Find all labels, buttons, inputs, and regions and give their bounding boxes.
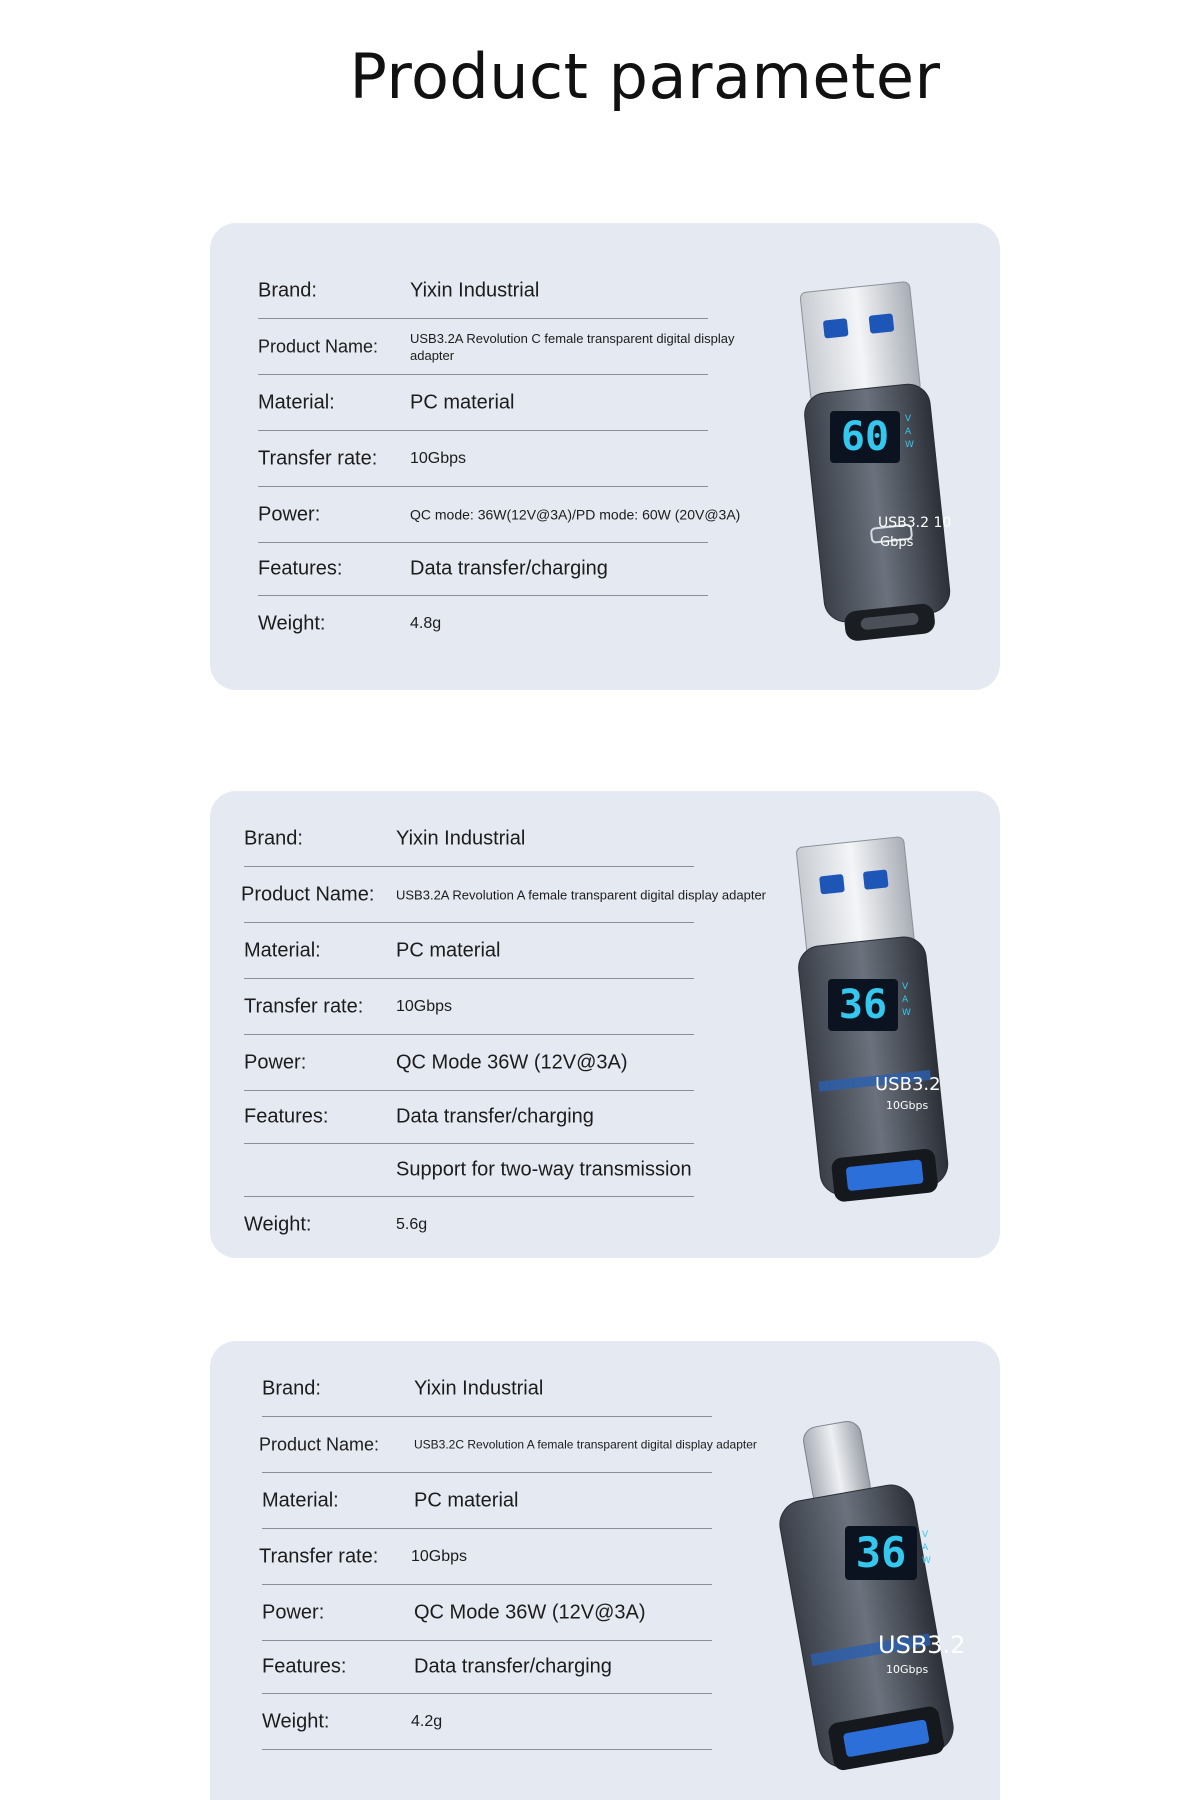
power-label: Power: <box>258 503 321 525</box>
power-value: QC Mode 36W (12V@3A) <box>396 1051 628 1073</box>
weight-value: 4.8g <box>410 614 442 632</box>
product-name-label: Product Name: <box>241 883 375 905</box>
material-label: Material: <box>244 939 321 961</box>
spec-row-rate <box>258 431 708 487</box>
transfer-rate-value: 10Gbps <box>410 449 467 467</box>
spec-row-rate <box>259 1529 712 1585</box>
spec-row-power <box>244 1035 694 1091</box>
material-label: Material: <box>258 391 335 413</box>
weight-label: Weight: <box>244 1213 312 1235</box>
product-card-3 <box>210 1341 1000 1800</box>
spec-table <box>258 263 741 651</box>
weight-label: Weight: <box>258 612 326 634</box>
spec-row-features <box>244 1091 694 1144</box>
material-label: Material: <box>262 1489 339 1511</box>
lcd-reading: 60 <box>840 414 890 460</box>
spec-row-power <box>262 1585 712 1641</box>
spec-table <box>259 1361 757 1750</box>
weight-value: 5.6g <box>396 1215 428 1233</box>
transfer-rate-label: Transfer rate: <box>259 1545 379 1567</box>
product-name-value: USB3.2A Revolution A female transparent digital display adapter <box>396 887 767 902</box>
lcd-reading: 36 <box>855 1528 907 1577</box>
spec-row-features <box>258 543 708 596</box>
lcd-units: V A W <box>922 1530 931 1566</box>
brand-label: Brand: <box>244 827 303 849</box>
spec-row-weight <box>244 1197 694 1252</box>
usb-version-label: USB3.2 <box>875 1074 941 1095</box>
spec-row-rate <box>244 979 694 1035</box>
page-title: Product parameter <box>349 40 941 113</box>
features-label: Features: <box>258 557 343 580</box>
power-value: QC mode: 36W(12V@3A)/PD mode: 60W (20V@3A) <box>410 506 741 522</box>
brand-value: Yixin Industrial <box>396 827 526 849</box>
material-value: PC material <box>410 391 515 413</box>
spec-row-brand <box>258 263 708 319</box>
product-name-label: Product Name: <box>259 1434 380 1454</box>
usb-c-to-a-adapter-image <box>765 1416 965 1796</box>
features-label: Features: <box>244 1105 329 1128</box>
lcd-units: V A W <box>905 414 914 450</box>
material-value: PC material <box>396 939 501 961</box>
lcd-display <box>830 411 900 463</box>
power-value: QC Mode 36W (12V@3A) <box>414 1601 646 1623</box>
material-value: PC material <box>414 1489 519 1511</box>
spec-row-name <box>259 1417 757 1473</box>
usb-version-label: USB3.2 <box>878 1631 966 1659</box>
transfer-rate-value: 10Gbps <box>411 1547 468 1565</box>
power-label: Power: <box>244 1051 307 1073</box>
spec-row-features <box>262 1641 712 1694</box>
spec-table <box>241 811 767 1252</box>
features-value: Data transfer/charging <box>414 1655 612 1678</box>
spec-row-brand <box>244 811 694 867</box>
spec-row-material <box>258 375 708 431</box>
features-label: Features: <box>262 1655 347 1678</box>
usb-speed-label: Gbps <box>880 535 914 550</box>
product-name-value: USB3.2A Revolution C female transparent digital display adapter <box>410 330 735 363</box>
power-label: Power: <box>262 1601 325 1623</box>
brand-value: Yixin Industrial <box>410 279 540 301</box>
spec-row-name <box>258 319 735 375</box>
product-card-2 <box>210 791 1000 1258</box>
weight-value: 4.2g <box>411 1712 443 1730</box>
transfer-rate-value: 10Gbps <box>396 997 453 1015</box>
product-card-1 <box>210 223 1000 690</box>
spec-row-material <box>244 923 694 979</box>
usb-speed-label: 10Gbps <box>886 1099 929 1112</box>
brand-label: Brand: <box>262 1377 321 1399</box>
spec-row-weight <box>258 596 708 651</box>
features-value: Data transfer/charging <box>396 1105 594 1128</box>
usb-version-label: USB3.2 10 <box>878 515 952 531</box>
product-name-label: Product Name: <box>258 336 379 356</box>
spec-row-features-extra <box>244 1144 694 1197</box>
lcd-display <box>828 979 898 1031</box>
usb-speed-label: 10Gbps <box>886 1663 929 1676</box>
features-extra-value: Support for two-way transmission <box>396 1158 692 1181</box>
lcd-units: V A W <box>902 982 911 1018</box>
spec-row-brand <box>262 1361 712 1417</box>
brand-value: Yixin Industrial <box>414 1377 544 1399</box>
lcd-reading: 36 <box>838 982 888 1028</box>
lcd-display <box>845 1526 917 1580</box>
brand-label: Brand: <box>258 279 317 301</box>
product-name-value: USB3.2C Revolution A female transparent digital display adapter <box>414 1437 757 1451</box>
usb-a-to-c-adapter-image <box>780 278 970 648</box>
transfer-rate-label: Transfer rate: <box>244 995 364 1017</box>
weight-label: Weight: <box>262 1710 330 1732</box>
spec-row-weight <box>262 1694 712 1750</box>
spec-row-material <box>262 1473 712 1529</box>
spec-row-name <box>241 867 767 923</box>
spec-row-power <box>258 487 741 543</box>
features-value: Data transfer/charging <box>410 557 608 580</box>
transfer-rate-label: Transfer rate: <box>258 447 378 469</box>
